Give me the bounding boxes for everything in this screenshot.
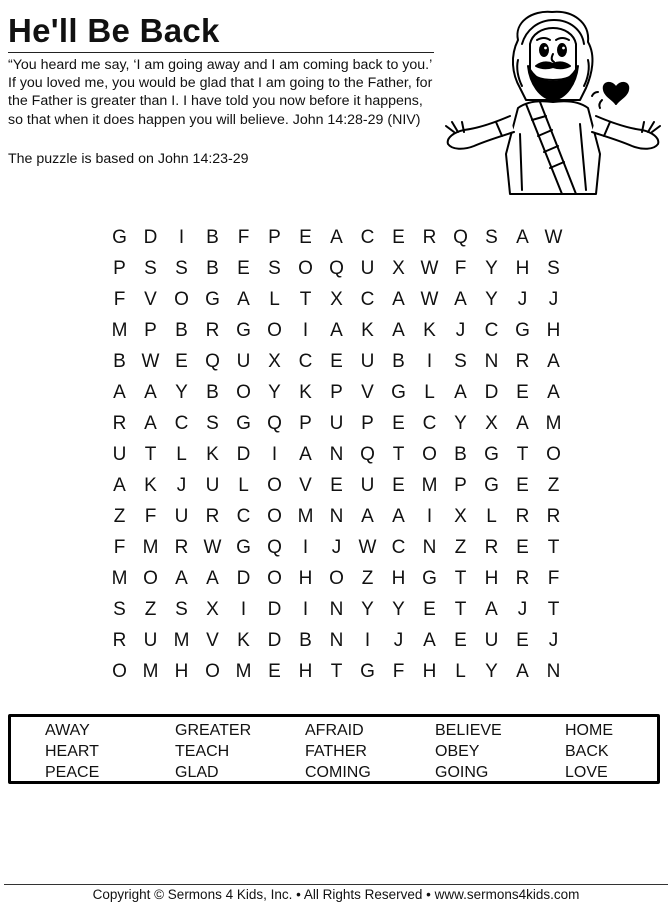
grid-letter[interactable]: V <box>206 630 219 651</box>
grid-letter[interactable]: J <box>548 630 559 651</box>
grid-letter[interactable]: R <box>546 506 561 527</box>
grid-letter[interactable]: I <box>302 537 309 558</box>
grid-letter[interactable]: S <box>113 599 126 620</box>
grid-letter[interactable]: K <box>423 320 436 341</box>
word-list-column <box>175 720 251 783</box>
grid-letter[interactable]: L <box>455 661 466 682</box>
grid-letter[interactable]: G <box>236 537 251 558</box>
grid-letter[interactable]: Y <box>485 661 498 682</box>
grid-letter[interactable]: T <box>516 444 529 465</box>
grid-letter[interactable]: K <box>299 382 312 403</box>
grid-letter[interactable]: V <box>144 289 157 310</box>
grid-letter[interactable]: O <box>422 444 437 465</box>
grid-letter[interactable]: U <box>143 630 158 651</box>
grid-letter[interactable]: T <box>392 444 405 465</box>
grid-letter[interactable]: J <box>455 320 466 341</box>
word-list-item: COMING <box>305 764 371 781</box>
grid-letter[interactable]: G <box>205 289 220 310</box>
grid-letter[interactable]: I <box>426 351 433 372</box>
grid-letter[interactable]: F <box>113 537 126 558</box>
grid-letter[interactable]: Q <box>453 227 468 248</box>
grid-letter[interactable]: A <box>516 227 529 248</box>
word-list-column <box>565 720 613 783</box>
grid-letter[interactable]: W <box>203 537 222 558</box>
grid-letter[interactable]: J <box>548 289 559 310</box>
grid-letter[interactable]: J <box>393 630 404 651</box>
grid-letter[interactable]: H <box>546 320 561 341</box>
grid-row <box>104 596 569 627</box>
grid-row <box>104 286 569 317</box>
grid-letter[interactable]: B <box>206 382 219 403</box>
word-list-item: GOING <box>435 764 489 781</box>
grid-letter[interactable]: S <box>144 258 157 279</box>
grid-letter[interactable]: I <box>178 227 185 248</box>
grid-letter[interactable]: W <box>420 258 439 279</box>
grid-letter[interactable]: D <box>236 568 251 589</box>
grid-letter[interactable]: E <box>330 351 343 372</box>
grid-letter[interactable]: A <box>485 599 498 620</box>
grid-letter[interactable]: L <box>238 475 249 496</box>
grid-letter[interactable]: E <box>423 599 436 620</box>
word-search-grid <box>104 224 569 689</box>
word-list-column <box>435 720 502 783</box>
word-list-item: HEART <box>45 743 99 760</box>
grid-letter[interactable]: P <box>144 320 157 341</box>
grid-letter[interactable]: P <box>299 413 312 434</box>
grid-letter[interactable]: W <box>358 537 377 558</box>
grid-row <box>104 379 569 410</box>
word-list-item: HOME <box>565 722 613 739</box>
word-list-item: LOVE <box>565 764 608 781</box>
grid-letter[interactable]: E <box>516 382 529 403</box>
grid-letter[interactable]: H <box>298 661 313 682</box>
grid-letter[interactable]: G <box>236 320 251 341</box>
grid-letter[interactable]: C <box>298 351 313 372</box>
grid-letter[interactable]: A <box>144 382 157 403</box>
grid-letter[interactable]: S <box>485 227 498 248</box>
grid-letter[interactable]: C <box>360 227 375 248</box>
grid-letter[interactable]: R <box>174 537 189 558</box>
grid-letter[interactable]: E <box>516 630 529 651</box>
grid-letter[interactable]: D <box>143 227 158 248</box>
grid-letter[interactable]: W <box>544 227 563 248</box>
grid-letter[interactable]: K <box>361 320 374 341</box>
grid-letter[interactable]: A <box>547 382 560 403</box>
grid-letter[interactable]: U <box>174 506 189 527</box>
grid-letter[interactable]: C <box>422 413 437 434</box>
grid-letter[interactable]: A <box>361 506 374 527</box>
grid-letter[interactable]: U <box>112 444 127 465</box>
grid-letter[interactable]: Z <box>144 599 157 620</box>
grid-letter[interactable]: A <box>113 475 126 496</box>
word-list-column <box>305 720 371 783</box>
grid-letter[interactable]: K <box>206 444 219 465</box>
grid-row <box>104 658 569 689</box>
grid-letter[interactable]: X <box>454 506 467 527</box>
grid-letter[interactable]: L <box>176 444 187 465</box>
title-underline <box>8 52 434 53</box>
grid-letter[interactable]: A <box>392 289 405 310</box>
grid-letter[interactable]: E <box>299 227 312 248</box>
grid-letter[interactable]: O <box>236 382 251 403</box>
copyright-footer: Copyright © Sermons 4 Kids, Inc. • All Rights Reserved • www.sermons4kids.com <box>92 887 580 902</box>
grid-letter[interactable]: M <box>235 661 252 682</box>
grid-letter[interactable]: M <box>545 413 562 434</box>
grid-letter[interactable]: E <box>237 258 250 279</box>
grid-letter[interactable]: B <box>299 630 312 651</box>
word-list-item: FATHER <box>305 743 367 760</box>
grid-row <box>104 565 569 596</box>
grid-letter[interactable]: F <box>237 227 250 248</box>
grid-letter[interactable]: G <box>391 382 406 403</box>
word-list-item: BELIEVE <box>435 722 502 739</box>
grid-letter[interactable]: X <box>206 599 219 620</box>
grid-letter[interactable]: Y <box>361 599 374 620</box>
grid-letter[interactable]: F <box>547 568 560 589</box>
grid-letter[interactable]: A <box>330 320 343 341</box>
scripture-verse: “You heard me say, ‘I am going away and I am coming back to you.’ If you loved me, you would be glad that I am going to the Father, for the Father is greater than I. I have told you now before it happens, so that when it does happen you will believe. John 14:28-29 (NIV) <box>8 57 433 128</box>
grid-row <box>104 255 569 286</box>
grid-letter[interactable]: J <box>517 289 528 310</box>
grid-letter[interactable]: E <box>392 475 405 496</box>
word-list-item: AWAY <box>45 722 90 739</box>
grid-letter[interactable]: C <box>236 506 251 527</box>
grid-letter[interactable]: W <box>141 351 160 372</box>
grid-letter[interactable]: U <box>360 258 375 279</box>
grid-letter[interactable]: E <box>330 475 343 496</box>
grid-letter[interactable]: Y <box>485 289 498 310</box>
grid-letter[interactable]: P <box>113 258 126 279</box>
grid-letter[interactable]: T <box>330 661 343 682</box>
grid-letter[interactable]: W <box>420 289 439 310</box>
grid-letter[interactable]: X <box>392 258 405 279</box>
grid-letter[interactable]: H <box>298 568 313 589</box>
grid-letter[interactable]: X <box>330 289 343 310</box>
grid-letter[interactable]: Y <box>268 382 281 403</box>
grid-letter[interactable]: A <box>454 382 467 403</box>
grid-letter[interactable]: J <box>176 475 187 496</box>
jesus-illustration <box>440 4 670 198</box>
grid-letter[interactable]: O <box>267 320 282 341</box>
word-list-item: AFRAID <box>305 722 364 739</box>
grid-letter[interactable]: U <box>484 630 499 651</box>
grid-letter[interactable]: T <box>299 289 312 310</box>
grid-letter[interactable]: D <box>236 444 251 465</box>
grid-letter[interactable]: H <box>422 661 437 682</box>
grid-letter[interactable]: F <box>392 661 405 682</box>
grid-letter[interactable]: P <box>268 227 281 248</box>
grid-letter[interactable]: N <box>329 630 344 651</box>
grid-letter[interactable]: Q <box>205 351 220 372</box>
grid-letter[interactable]: T <box>547 599 560 620</box>
grid-letter[interactable]: G <box>112 227 127 248</box>
grid-row <box>104 503 569 534</box>
grid-letter[interactable]: A <box>547 351 560 372</box>
jesus-cartoon-with-heart-icon <box>440 4 670 198</box>
grid-letter[interactable]: S <box>175 258 188 279</box>
grid-row <box>104 224 569 255</box>
page-title: He'll Be Back <box>8 12 220 49</box>
grid-row <box>104 627 569 658</box>
grid-letter[interactable]: L <box>424 382 435 403</box>
grid-letter[interactable]: P <box>361 413 374 434</box>
grid-letter[interactable]: U <box>205 475 220 496</box>
grid-letter[interactable]: M <box>421 475 438 496</box>
grid-letter[interactable]: F <box>454 258 467 279</box>
grid-letter[interactable]: M <box>142 537 159 558</box>
grid-letter[interactable]: V <box>299 475 312 496</box>
grid-letter[interactable]: M <box>142 661 159 682</box>
grid-letter[interactable]: V <box>361 382 374 403</box>
grid-letter[interactable]: A <box>423 630 436 651</box>
grid-letter[interactable]: S <box>268 258 281 279</box>
grid-letter[interactable]: G <box>236 413 251 434</box>
grid-letter[interactable]: R <box>205 506 220 527</box>
grid-letter[interactable]: P <box>454 475 467 496</box>
grid-letter[interactable]: Y <box>485 258 498 279</box>
grid-letter[interactable]: A <box>299 444 312 465</box>
grid-letter[interactable]: R <box>205 320 220 341</box>
grid-letter[interactable]: S <box>175 599 188 620</box>
grid-row <box>104 472 569 503</box>
grid-letter[interactable]: N <box>329 506 344 527</box>
grid-row <box>104 317 569 348</box>
grid-letter[interactable]: Q <box>329 258 344 279</box>
grid-letter[interactable]: E <box>175 351 188 372</box>
grid-letter[interactable]: I <box>240 599 247 620</box>
grid-letter[interactable]: E <box>516 537 529 558</box>
grid-letter[interactable]: L <box>486 506 497 527</box>
grid-letter[interactable]: J <box>331 537 342 558</box>
grid-letter[interactable]: B <box>454 444 467 465</box>
footer-divider <box>4 884 668 885</box>
grid-letter[interactable]: Q <box>267 413 282 434</box>
grid-letter[interactable]: A <box>516 413 529 434</box>
grid-letter[interactable]: P <box>330 382 343 403</box>
grid-letter[interactable]: H <box>484 568 499 589</box>
word-list-item: GLAD <box>175 764 219 781</box>
grid-letter[interactable]: O <box>174 289 189 310</box>
grid-letter[interactable]: E <box>516 475 529 496</box>
grid-letter[interactable]: E <box>454 630 467 651</box>
grid-letter[interactable]: S <box>547 258 560 279</box>
grid-letter[interactable]: N <box>329 444 344 465</box>
grid-letter[interactable]: L <box>269 289 280 310</box>
grid-letter[interactable]: T <box>144 444 157 465</box>
grid-letter[interactable]: A <box>144 413 157 434</box>
grid-letter[interactable]: A <box>330 227 343 248</box>
grid-letter[interactable]: K <box>237 630 250 651</box>
grid-letter[interactable]: O <box>143 568 158 589</box>
grid-letter[interactable]: O <box>267 506 282 527</box>
grid-letter[interactable]: G <box>515 320 530 341</box>
grid-letter[interactable]: S <box>206 413 219 434</box>
grid-letter[interactable]: Y <box>175 382 188 403</box>
grid-letter[interactable]: M <box>297 506 314 527</box>
grid-row <box>104 534 569 565</box>
grid-letter[interactable]: I <box>302 599 309 620</box>
grid-letter[interactable]: Z <box>547 475 560 496</box>
grid-letter[interactable]: Y <box>392 599 405 620</box>
grid-letter[interactable]: H <box>391 568 406 589</box>
grid-letter[interactable]: S <box>454 351 467 372</box>
word-list-box <box>8 714 660 784</box>
grid-letter[interactable]: R <box>112 413 127 434</box>
grid-letter[interactable]: O <box>267 568 282 589</box>
grid-letter[interactable]: T <box>547 537 560 558</box>
grid-letter[interactable]: R <box>484 537 499 558</box>
grid-letter[interactable]: A <box>113 382 126 403</box>
grid-letter[interactable]: N <box>484 351 499 372</box>
grid-letter[interactable]: R <box>515 568 530 589</box>
grid-letter[interactable]: U <box>360 351 375 372</box>
grid-letter[interactable]: D <box>267 630 282 651</box>
grid-letter[interactable]: B <box>113 351 126 372</box>
grid-letter[interactable]: Z <box>454 537 467 558</box>
grid-letter[interactable]: E <box>392 413 405 434</box>
grid-letter[interactable]: O <box>329 568 344 589</box>
grid-letter[interactable]: N <box>422 537 437 558</box>
grid-letter[interactable]: M <box>173 630 190 651</box>
grid-letter[interactable]: Y <box>454 413 467 434</box>
grid-letter[interactable]: B <box>206 258 219 279</box>
grid-letter[interactable]: T <box>454 599 467 620</box>
grid-letter[interactable]: A <box>454 289 467 310</box>
grid-letter[interactable]: A <box>392 506 405 527</box>
grid-letter[interactable]: A <box>392 320 405 341</box>
grid-letter[interactable]: O <box>267 475 282 496</box>
grid-letter[interactable]: O <box>546 444 561 465</box>
grid-letter[interactable]: U <box>360 475 375 496</box>
word-list-item: PEACE <box>45 764 100 781</box>
grid-letter[interactable]: C <box>391 537 406 558</box>
grid-letter[interactable]: G <box>484 475 499 496</box>
grid-letter[interactable]: E <box>268 661 281 682</box>
grid-letter[interactable]: O <box>112 661 127 682</box>
grid-letter[interactable]: K <box>144 475 157 496</box>
grid-letter[interactable]: J <box>517 599 528 620</box>
grid-row <box>104 348 569 379</box>
grid-row <box>104 410 569 441</box>
grid-letter[interactable]: Z <box>361 568 374 589</box>
grid-letter[interactable]: I <box>302 320 309 341</box>
grid-letter[interactable]: F <box>144 506 157 527</box>
word-list-column <box>45 720 99 783</box>
grid-letter[interactable]: F <box>113 289 126 310</box>
puzzle-source-note: The puzzle is based on John 14:23-29 <box>8 151 249 167</box>
grid-letter[interactable]: C <box>484 320 499 341</box>
grid-letter[interactable]: Q <box>267 537 282 558</box>
grid-row <box>104 441 569 472</box>
grid-letter[interactable]: M <box>111 320 128 341</box>
grid-letter[interactable]: T <box>454 568 467 589</box>
grid-letter[interactable]: O <box>298 258 313 279</box>
grid-letter[interactable]: D <box>484 382 499 403</box>
grid-letter[interactable]: U <box>329 413 344 434</box>
grid-letter[interactable]: M <box>111 568 128 589</box>
grid-letter[interactable]: R <box>422 227 437 248</box>
grid-letter[interactable]: A <box>206 568 219 589</box>
word-list-item: GREATER <box>175 722 252 739</box>
grid-letter[interactable]: X <box>485 413 498 434</box>
grid-letter[interactable]: R <box>112 630 127 651</box>
grid-letter[interactable]: R <box>515 351 530 372</box>
grid-letter[interactable]: N <box>329 599 344 620</box>
grid-letter[interactable]: H <box>174 661 189 682</box>
grid-letter[interactable]: Z <box>113 506 126 527</box>
grid-letter[interactable]: U <box>236 351 251 372</box>
grid-letter[interactable]: I <box>426 506 433 527</box>
grid-letter[interactable]: A <box>175 568 188 589</box>
grid-letter[interactable]: G <box>422 568 437 589</box>
word-list-item: TEACH <box>175 743 230 760</box>
grid-letter[interactable]: G <box>484 444 499 465</box>
grid-letter[interactable]: C <box>360 289 375 310</box>
grid-letter[interactable]: O <box>205 661 220 682</box>
grid-letter[interactable]: E <box>392 227 405 248</box>
grid-letter[interactable]: I <box>364 630 371 651</box>
word-list-item: OBEY <box>435 743 480 760</box>
grid-letter[interactable]: D <box>267 599 282 620</box>
word-list-item: BACK <box>565 743 609 760</box>
grid-letter[interactable]: Q <box>360 444 375 465</box>
grid-letter[interactable]: I <box>271 444 278 465</box>
grid-letter[interactable]: B <box>175 320 188 341</box>
grid-letter[interactable]: B <box>392 351 405 372</box>
grid-letter[interactable]: H <box>515 258 530 279</box>
grid-letter[interactable]: A <box>516 661 529 682</box>
grid-letter[interactable]: X <box>268 351 281 372</box>
grid-letter[interactable]: N <box>546 661 561 682</box>
grid-letter[interactable]: R <box>515 506 530 527</box>
grid-letter[interactable]: G <box>360 661 375 682</box>
grid-letter[interactable]: A <box>237 289 250 310</box>
grid-letter[interactable]: C <box>174 413 189 434</box>
grid-letter[interactable]: B <box>206 227 219 248</box>
